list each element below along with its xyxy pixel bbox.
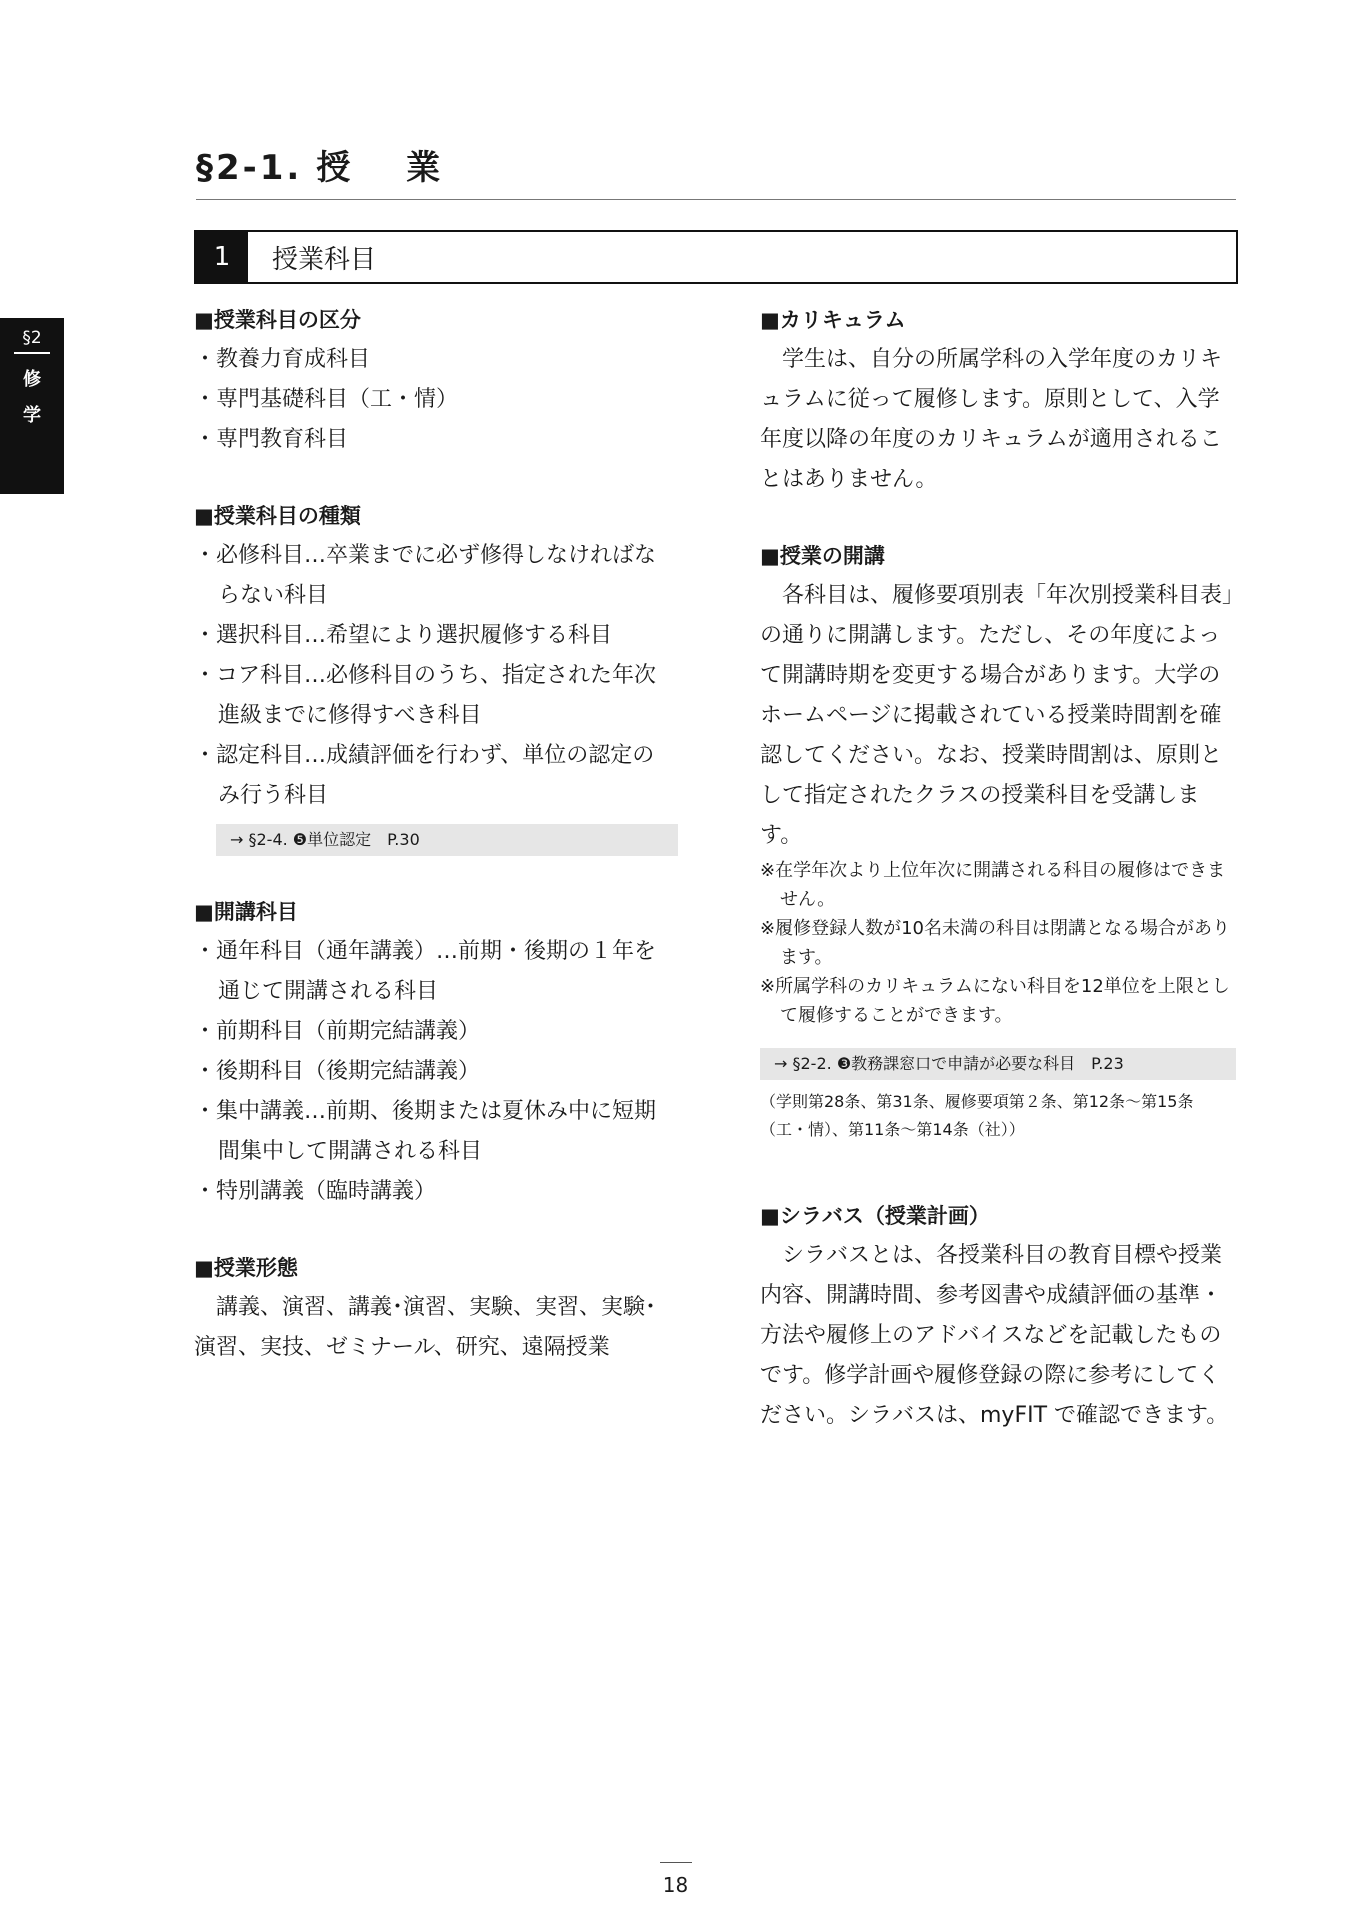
- heading-shurui: ■授業科目の種類: [194, 504, 361, 528]
- section-number: 1: [196, 232, 248, 282]
- paragraph-curriculum: 学生は、自分の所属学科の入学年度のカリキュラムに従って履修します。原則として、入学年度以降の年度のカリキュラムが適用されることはありません。: [760, 347, 1223, 492]
- page-number: [0, 1862, 1351, 1897]
- page-title-prefix: §2-1.: [196, 148, 303, 188]
- list-item: ・特別講義（臨時講義）: [194, 1179, 437, 1204]
- page-title-text: 授 業: [316, 148, 463, 188]
- heading-syllabus: ■シラバス（授業計画）: [760, 1204, 990, 1228]
- list-item: ・後期科目（後期完結講義）: [194, 1059, 481, 1084]
- section-header: [194, 230, 1238, 284]
- paragraph-kaiko: 各科目は、履修要項別表「年次別授業科目表」の通りに開講します。ただし、その年度によって開講時期を変更する場合があります。大学のホームページに掲載されている授業時間割を確認してください。なお、授業時間割は、原則として指定されたクラスの授業科目を受講します。: [760, 583, 1234, 848]
- paragraph-keitai: 講義、演習、講義･演習、実験、実習、実験･演習、実技、ゼミナール、研究、遠隔授業: [194, 1295, 657, 1360]
- cross-reference: → §2-2. ❸教務課窓口で申請が必要な科目 P.23: [760, 1048, 1236, 1080]
- note-item: ※所属学科のカリキュラムにない科目を12単位を上限として履修することができます。: [760, 976, 1230, 1026]
- page-number-rule: [660, 1862, 692, 1863]
- chapter-side-tab: [0, 318, 64, 494]
- heading-kubun: ■授業科目の区分: [194, 308, 361, 332]
- cross-reference: → §2-4. ❺単位認定 P.30: [216, 824, 678, 856]
- note-item: ※在学年次より上位年次に開講される科目の履修はできません。: [760, 860, 1226, 910]
- list-item: ・専門教育科目: [194, 427, 349, 452]
- list-item: ・前期科目（前期完結講義）: [194, 1019, 481, 1044]
- list-item: ・選択科目…希望により選択履修する科目: [194, 623, 613, 648]
- section-label: 授業科目: [272, 244, 377, 275]
- chapter-tab-rule: [14, 352, 50, 354]
- list-item: ・教養力育成科目: [194, 347, 371, 372]
- heading-keitai: ■授業形態: [194, 1256, 298, 1280]
- right-column: [760, 300, 1236, 1436]
- list-item: ・集中講義…前期、後期または夏休み中に短期間集中して開講される科目: [194, 1099, 657, 1164]
- regulation-reference: （学則第28条、第31条、履修要項第２条、第12条〜第15条（工・情）、第11条〜第14条（社））: [760, 1092, 1194, 1139]
- heading-curriculum: ■カリキュラム: [760, 308, 906, 332]
- paragraph-syllabus: シラバスとは、各授業科目の教育目標や授業内容、開講時間、参考図書や成績評価の基準・方法や履修上のアドバイスなどを記載したものです。修学計画や履修登録の際に参考にしてください。シラバスは、myFIT で確認できます。: [760, 1243, 1229, 1428]
- heading-kaiko-right: ■授業の開講: [760, 544, 885, 568]
- list-item: ・必修科目…卒業までに必ず修得しなければならない科目: [194, 543, 657, 608]
- chapter-number: §2: [22, 328, 42, 348]
- left-column: [194, 300, 674, 1368]
- list-item: ・認定科目…成績評価を行わず、単位の認定のみ行う科目: [194, 743, 655, 808]
- list-item: ・専門基礎科目（工・情）: [194, 387, 459, 412]
- list-item: ・コア科目…必修科目のうち、指定された年次進級までに修得すべき科目: [194, 663, 657, 728]
- list-item: ・通年科目（通年講義）…前期・後期の１年を通じて開講される科目: [194, 939, 657, 1004]
- page-number-text: 18: [662, 1873, 689, 1897]
- chapter-char-2: 学: [23, 405, 41, 426]
- page-title: [196, 140, 1236, 200]
- note-item: ※履修登録人数が10名未満の科目は閉講となる場合があります。: [760, 918, 1230, 968]
- chapter-char-1: 修: [23, 369, 41, 390]
- heading-kaiko: ■開講科目: [194, 900, 298, 924]
